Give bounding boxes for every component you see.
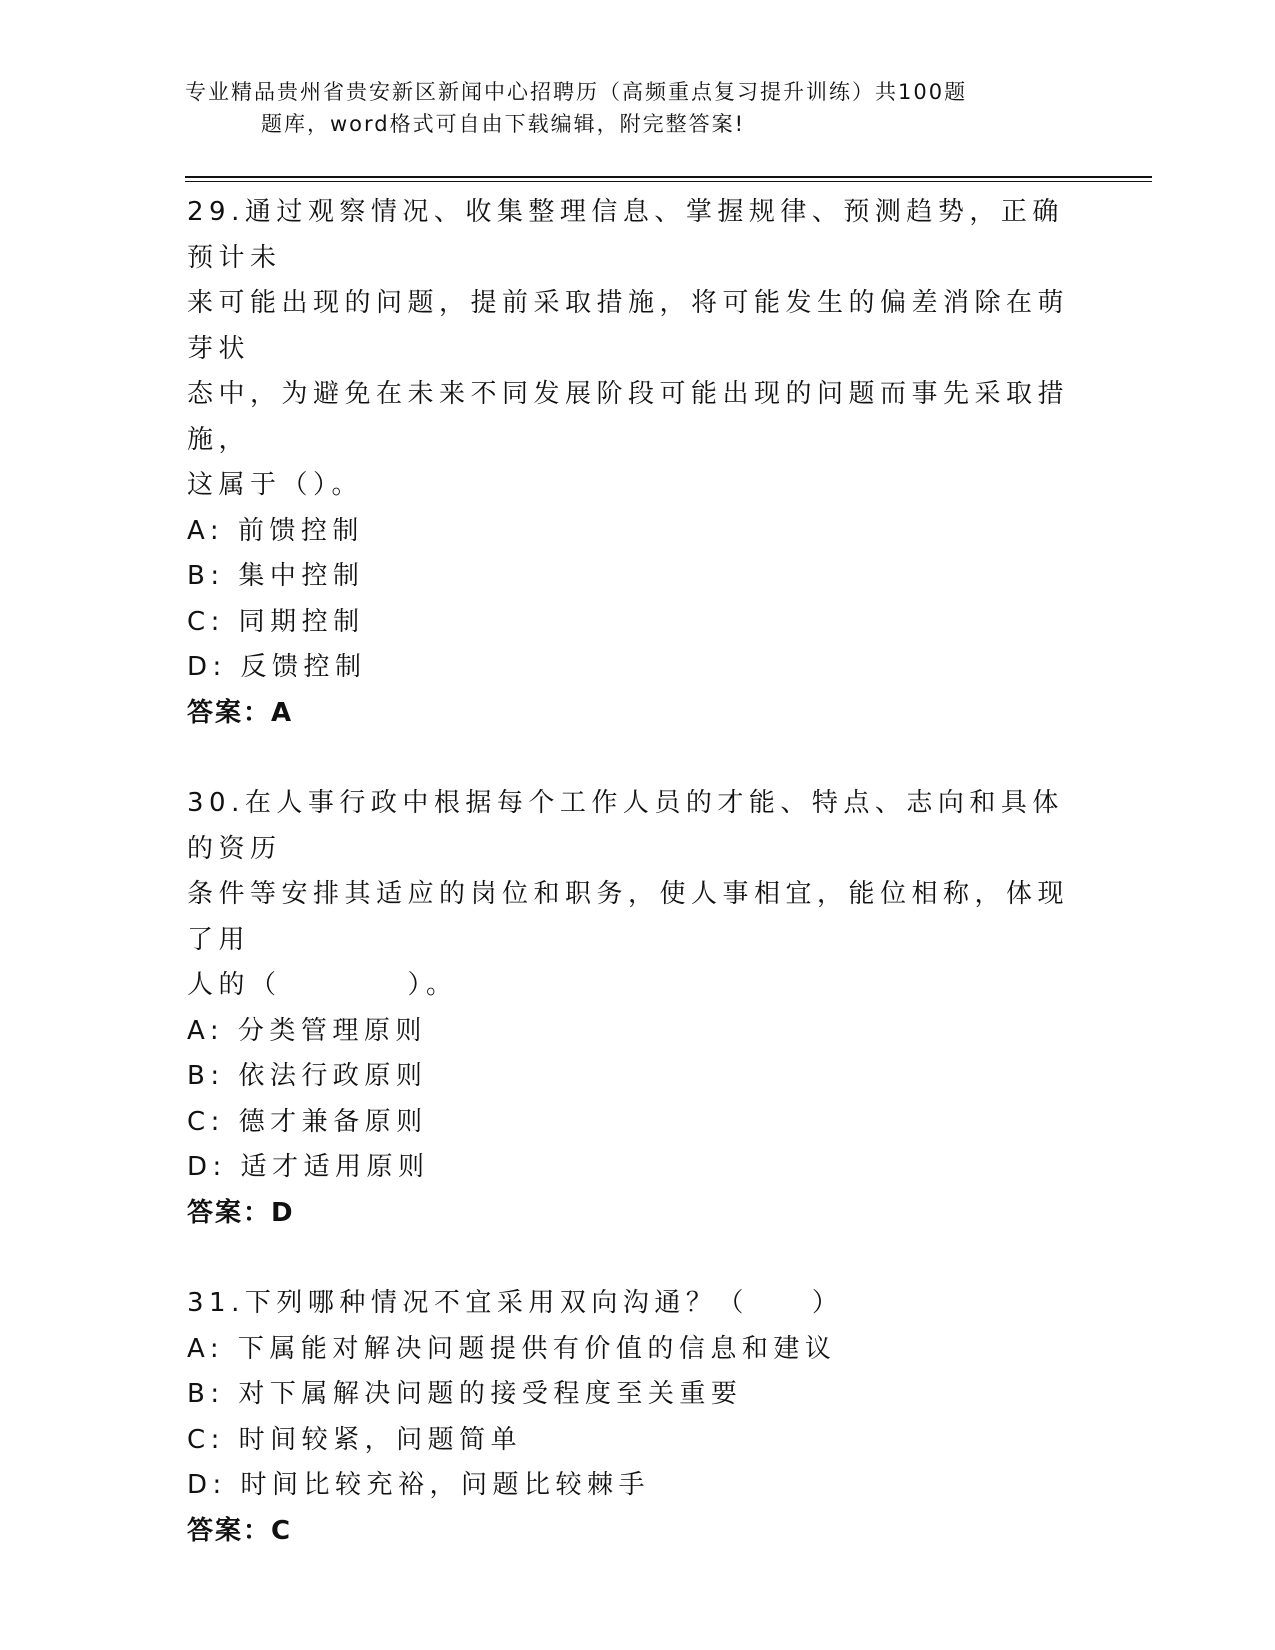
question-text-line: 条件等安排其适应的岗位和职务，使人事相宜，能位相称，体现了用 xyxy=(187,879,1070,955)
question-text-line: 29.通过观察情况、收集整理信息、掌握规律、预测趋势，正确预计未 xyxy=(187,197,1064,273)
header-rule-thin xyxy=(185,181,1152,182)
option-c: C: 同期控制 xyxy=(187,606,365,637)
question-text-line: 31.下列哪种情况不宜采用双向沟通？（ ） xyxy=(187,1288,844,1318)
question-31 xyxy=(187,1281,1087,1554)
answer: 答案：D xyxy=(187,1197,295,1228)
question-text-line: 这属于（）。 xyxy=(187,470,364,500)
document-header xyxy=(185,76,1045,140)
spacer xyxy=(187,736,1087,781)
option-d: D: 反馈控制 xyxy=(187,652,367,682)
option-c: C: 时间较紧，问题简单 xyxy=(187,1424,523,1455)
question-list xyxy=(187,190,1087,1554)
question-text-line: 人的（ ）。 xyxy=(187,970,458,1000)
question-30 xyxy=(187,781,1087,1236)
answer: 答案：A xyxy=(187,697,294,728)
header-line-1: 专业精品贵州省贵安新区新闻中心招聘历（高频重点复习提升训练）共100题 xyxy=(185,80,968,104)
option-d: D: 适才适用原则 xyxy=(187,1152,430,1182)
question-text-line: 来可能出现的问题，提前采取措施，将可能发生的偏差消除在萌芽状 xyxy=(187,288,1070,364)
question-text-line: 态中，为避免在未来不同发展阶段可能出现的问题而事先采取措施， xyxy=(187,379,1070,455)
option-b: B: 对下属解决问题的接受程度至关重要 xyxy=(187,1379,743,1409)
spacer xyxy=(187,1236,1087,1281)
answer: 答案：C xyxy=(187,1515,293,1546)
option-d: D: 时间比较充裕，问题比较棘手 xyxy=(187,1470,651,1500)
option-b: B: 集中控制 xyxy=(187,561,365,591)
header-line-2: 题库，word格式可自由下载编辑，附完整答案! xyxy=(261,112,746,136)
option-b: B: 依法行政原则 xyxy=(187,1061,428,1091)
question-text-line: 30.在人事行政中根据每个工作人员的才能、特点、志向和具体的资历 xyxy=(187,788,1064,864)
header-rule-thick xyxy=(185,176,1152,178)
option-a: A: 下属能对解决问题提供有价值的信息和建议 xyxy=(187,1333,837,1364)
option-c: C: 德才兼备原则 xyxy=(187,1106,428,1137)
option-a: A: 前馈控制 xyxy=(187,515,364,546)
option-a: A: 分类管理原则 xyxy=(187,1015,427,1046)
question-29 xyxy=(187,190,1087,736)
